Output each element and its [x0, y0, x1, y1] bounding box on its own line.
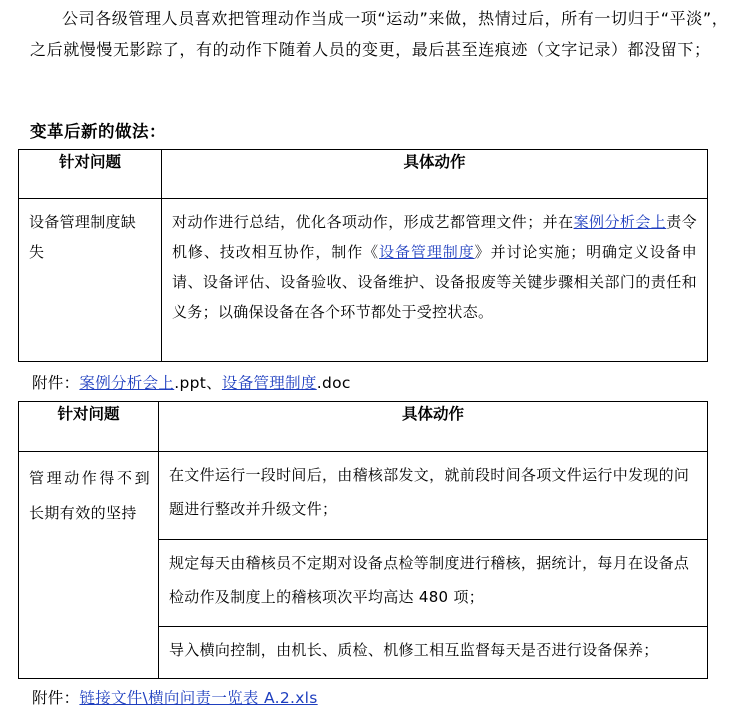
intro-text: 公司各级管理人员喜欢把管理动作当成一项“运动”来做，热情过后，所有一切归于“平淡”，之后就慢慢无影踪了，有的动作下随着人员的变更，最后甚至连痕迹（文字记录）都没留下；	[30, 9, 729, 59]
action-text-part3: 》并讨论实施；明确定义设备申请、设备评估、设备验收、设备维护、设备报废等关键步骤相关部门的责任和义务；以确保设备在各个环节都处于受控状态。	[172, 243, 697, 321]
action-text	[162, 199, 707, 327]
action-text-part1: 对动作进行总结，优化各项动作，形成艺都管理文件；并在	[172, 213, 574, 231]
case-analysis-link[interactable]: 案例分析会上	[573, 213, 667, 231]
action-cell-3	[159, 627, 708, 679]
action-text-1: 在文件运行一段时间后，由稽核部发文，就前段时间各项文件运行中发现的问题进行整改并升级文件；	[169, 466, 690, 518]
attachment-ext: .ppt、	[174, 374, 222, 392]
attachment-line-1	[32, 371, 351, 393]
attachment-label: 附件：	[32, 374, 80, 392]
attachment-line-2	[32, 686, 318, 708]
issue-table-2	[18, 401, 708, 679]
issue-cell	[19, 199, 162, 362]
column-header-issue: 针对问题	[19, 150, 162, 199]
column-header-action: 具体动作	[162, 150, 708, 199]
action-text-2: 规定每天由稽核员不定期对设备点检等制度进行稽核，据统计，每月在设备点检动作及制度上的稽核项次平均高达 480 项；	[169, 554, 690, 606]
action-cell-2	[159, 540, 708, 627]
action-cell-1	[159, 452, 708, 540]
action-text-3: 导入横向控制，由机长、质检、机修工相互监督每天是否进行设备保养；	[169, 641, 659, 659]
attachment-label: 附件：	[32, 689, 80, 707]
action-cell	[162, 199, 708, 362]
column-header-action: 具体动作	[159, 402, 708, 452]
section-heading: 变革后新的做法：	[30, 122, 166, 141]
intro-paragraph	[30, 3, 730, 65]
attachment-ext: .doc	[316, 374, 351, 392]
issue-text: 管理动作得不到长期有效的坚持	[29, 469, 150, 522]
issue-cell	[19, 452, 159, 679]
column-header-issue: 针对问题	[19, 402, 159, 452]
attachment-ppt-link[interactable]: 案例分析会上	[79, 374, 175, 392]
attachment-doc-link[interactable]: 设备管理制度	[221, 374, 317, 392]
equipment-policy-link[interactable]: 设备管理制度	[379, 243, 475, 261]
action-text-part2: 责令机修、技改相互协作，制作《	[172, 213, 697, 261]
accountability-list-link[interactable]: 链接文件\横向问责一览表 A.2.xls	[79, 689, 318, 707]
issue-text: 设备管理制度缺失	[29, 213, 137, 261]
issue-table-1	[18, 149, 708, 362]
